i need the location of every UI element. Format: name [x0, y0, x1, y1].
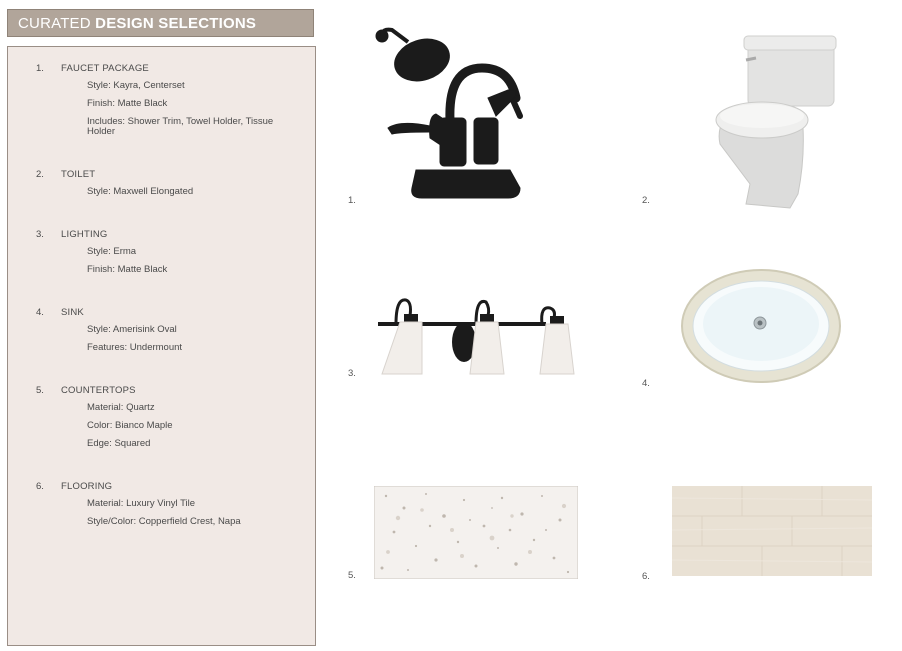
header-bold-text: DESIGN SELECTIONS: [95, 15, 257, 32]
section-title: COUNTERTOPS: [61, 385, 136, 396]
detail-line: Style: Kayra, Centerset: [87, 80, 185, 91]
section-title: LIGHTING: [61, 229, 108, 240]
image-caption: 6.: [642, 571, 650, 582]
lighting-image: [378, 294, 580, 378]
section-number: 4.: [36, 307, 44, 318]
toilet-image: [710, 34, 840, 212]
detail-line: Style: Erma: [87, 246, 137, 257]
detail-line: Features: Undermount: [87, 342, 183, 353]
image-caption: 1.: [348, 195, 356, 206]
detail-line: Color: Bianco Maple: [87, 420, 173, 431]
section-number: 2.: [36, 169, 44, 180]
detail-line: Style: Amerisink Oval: [87, 324, 177, 335]
detail-line: Style: Maxwell Elongated: [87, 186, 194, 197]
header-light-text: CURATED: [18, 15, 91, 32]
faucet-package-image: [370, 20, 550, 205]
detail-line: Style/Color: Copperfield Crest, Napa: [87, 516, 241, 527]
selections-panel: [7, 46, 316, 646]
image-caption: 4.: [642, 378, 650, 389]
section-number: 5.: [36, 385, 44, 396]
image-caption: 3.: [348, 368, 356, 379]
sink-image: [680, 268, 844, 386]
detail-line: Includes: Shower Trim, Towel Holder, Tissue Holder: [87, 116, 274, 137]
section-number: 3.: [36, 229, 44, 240]
page-header: [7, 9, 314, 37]
section-title: FLOORING: [61, 481, 113, 492]
detail-line: Material: Luxury Vinyl Tile: [87, 498, 196, 509]
image-caption: 2.: [642, 195, 650, 206]
section-title: FAUCET PACKAGE: [61, 63, 149, 74]
section-title: TOILET: [61, 169, 96, 180]
quartz-sample-image: [374, 486, 578, 579]
section-number: 6.: [36, 481, 44, 492]
section-title: SINK: [61, 307, 84, 318]
detail-line: Material: Quartz: [87, 402, 155, 413]
section-number: 1.: [36, 63, 44, 74]
detail-line: Edge: Squared: [87, 438, 151, 449]
image-caption: 5.: [348, 570, 356, 581]
detail-line: Finish: Matte Black: [87, 264, 168, 275]
detail-line: Finish: Matte Black: [87, 98, 168, 109]
flooring-sample-image: [672, 486, 872, 576]
